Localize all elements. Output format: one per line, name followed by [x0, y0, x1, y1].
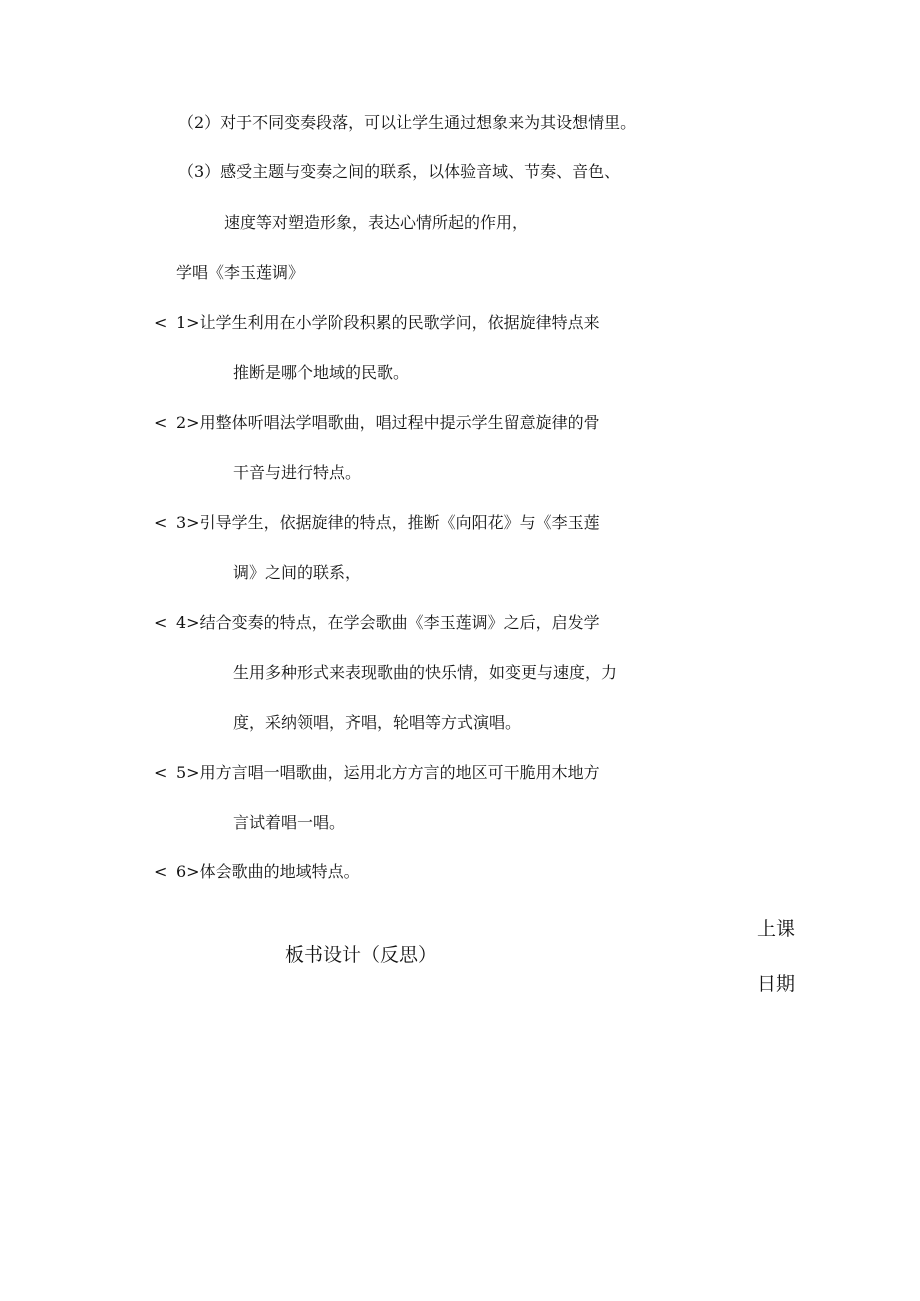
- bullet-marker: <: [154, 413, 168, 432]
- text-line: （2）对于不同变奏段落，可以让学生通过想象来为其设想情里。: [178, 113, 637, 132]
- list-item-text: 6>体会歌曲的地域特点。: [176, 862, 360, 881]
- list-item: [154, 313, 600, 333]
- bullet-marker: <: [154, 513, 168, 532]
- list-item: [154, 763, 600, 783]
- text-line: 生用多种形式来表现歌曲的快乐情，如变更与速度，力: [233, 663, 618, 682]
- list-item-text: 1>让学生利用在小学阶段积累的民歌学问，依据旋律特点来: [176, 313, 600, 332]
- lesson-label: 上课: [757, 918, 796, 940]
- list-item-text: 3>引导学生，依据旋律的特点，推断《向阳花》与《李玉莲: [176, 513, 600, 532]
- bullet-marker: <: [154, 763, 168, 782]
- list-item: [154, 513, 600, 533]
- bullet-marker: <: [154, 313, 168, 332]
- text-line: 推断是哪个地域的民歌。: [233, 363, 410, 382]
- text-line: 度，采纳领唱，齐唱，轮唱等方式演唱。: [233, 713, 522, 732]
- board-design-heading: 板书设计（反思）: [285, 944, 438, 966]
- bullet-marker: <: [154, 862, 168, 881]
- list-item-text: 5>用方言唱一唱歌曲，运用北方方言的地区可干脆用木地方: [176, 763, 600, 782]
- list-item: [154, 613, 600, 633]
- list-item: [154, 413, 600, 433]
- list-item-text: 4>结合变奏的特点，在学会歌曲《李玉莲调》之后，启发学: [176, 613, 600, 632]
- section-heading: 学唱《李玉莲调》: [176, 263, 305, 282]
- bullet-marker: <: [154, 613, 168, 632]
- text-line: 言试着唱一唱。: [233, 813, 346, 832]
- text-line: 速度等对塑造形象，表达心情所起的作用，: [224, 213, 529, 232]
- text-line: 调》之间的联系，: [233, 563, 362, 582]
- text-line: 干音与进行特点。: [233, 463, 362, 482]
- date-label: 日期: [757, 973, 796, 995]
- text-line: （3）感受主题与变奏之间的联系，以体验音域、节奏、音色、: [178, 162, 621, 181]
- list-item: [154, 862, 360, 882]
- list-item-text: 2>用整体听唱法学唱歌曲，唱过程中提示学生留意旋律的骨: [176, 413, 600, 432]
